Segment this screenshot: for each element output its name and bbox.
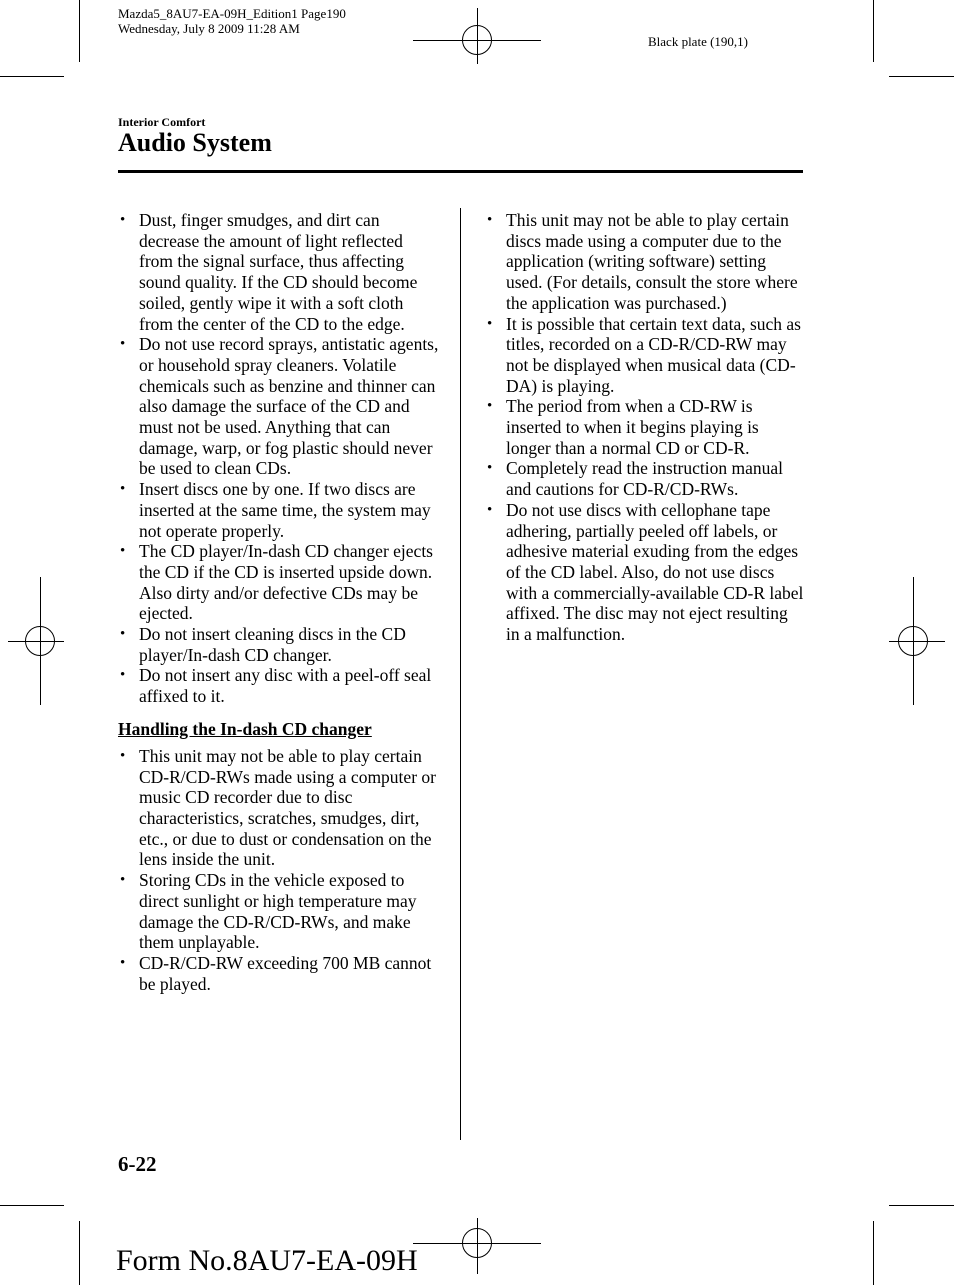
list-item: • The period from when a CD-RW is inserted to when it begins playing is longer than a normal CD or CD-R.: [485, 396, 805, 458]
section-label: Interior Comfort: [118, 115, 206, 129]
form-number: Form No.8AU7-EA-09H: [116, 1244, 418, 1277]
page-number: 6-22: [118, 1152, 157, 1176]
title-rule: [118, 170, 803, 173]
list-item: • The CD player/In-dash CD changer ejects the CD if the CD is inserted upside down. Also dirty and/or defective CDs may be ejected.: [118, 541, 440, 624]
list-item: • This unit may not be able to play certain discs made using a computer due to the application (writing software) setting used. (For details, consult the store where the application was purchased.): [485, 210, 805, 314]
plate-label: Black plate (190,1): [648, 34, 748, 49]
left-bullet-list-2: [118, 746, 440, 994]
list-item: • It is possible that certain text data, such as titles, recorded on a CD-R/CD-RW may not be displayed when musical data (CD-DA) is playing.: [485, 314, 805, 397]
column-divider: [460, 208, 461, 1140]
list-item: • This unit may not be able to play certain CD-R/CD-RWs made using a computer or music CD recorder due to disc characteristics, scratches, smudges, dirt, etc., or due to dust or condensation on the lens inside the unit.: [118, 746, 440, 870]
list-item: • Storing CDs in the vehicle exposed to direct sunlight or high temperature may damage the CD-R/CD-RWs, and make them unplayable.: [118, 870, 440, 953]
print-info: [118, 6, 346, 36]
list-item: • Do not use discs with cellophane tape adhering, partially peeled off labels, or adhesive material exuding from the edges of the CD label. Also, do not use discs with a commercially-available CD-R label affixed. The disc may not eject resulting in a malfunction.: [485, 500, 805, 645]
left-bullet-list: [118, 210, 440, 707]
subheading: Handling the In-dash CD changer: [118, 718, 372, 739]
list-item: • Do not insert any disc with a peel-off seal affixed to it.: [118, 665, 440, 706]
right-column: [485, 210, 805, 645]
print-info-line1: Mazda5_8AU7-EA-09H_Edition1 Page190: [118, 6, 346, 21]
left-column: [118, 210, 440, 994]
page-title: Audio System: [118, 128, 272, 157]
list-item: • Do not insert cleaning discs in the CD player/In-dash CD changer.: [118, 624, 440, 665]
right-bullet-list: [485, 210, 805, 645]
print-info-line2: Wednesday, July 8 2009 11:28 AM: [118, 21, 300, 36]
list-item: • Dust, finger smudges, and dirt can decrease the amount of light reflected from the signal surface, thus affecting sound quality. If the CD should become soiled, gently wipe it with a soft cloth from the center of the CD to the edge.: [118, 210, 440, 334]
list-item: • Do not use record sprays, antistatic agents, or household spray cleaners. Volatile chemicals such as benzine and thinner can also damage the surface of the CD and must not be used. Anything that can damage, warp, or fog plastic should never be used to clean CDs.: [118, 334, 440, 479]
list-item: • Insert discs one by one. If two discs are inserted at the same time, the system may not operate properly.: [118, 479, 440, 541]
list-item: • CD-R/CD-RW exceeding 700 MB cannot be played.: [118, 953, 440, 994]
list-item: • Completely read the instruction manual and cautions for CD-R/CD-RWs.: [485, 458, 805, 499]
